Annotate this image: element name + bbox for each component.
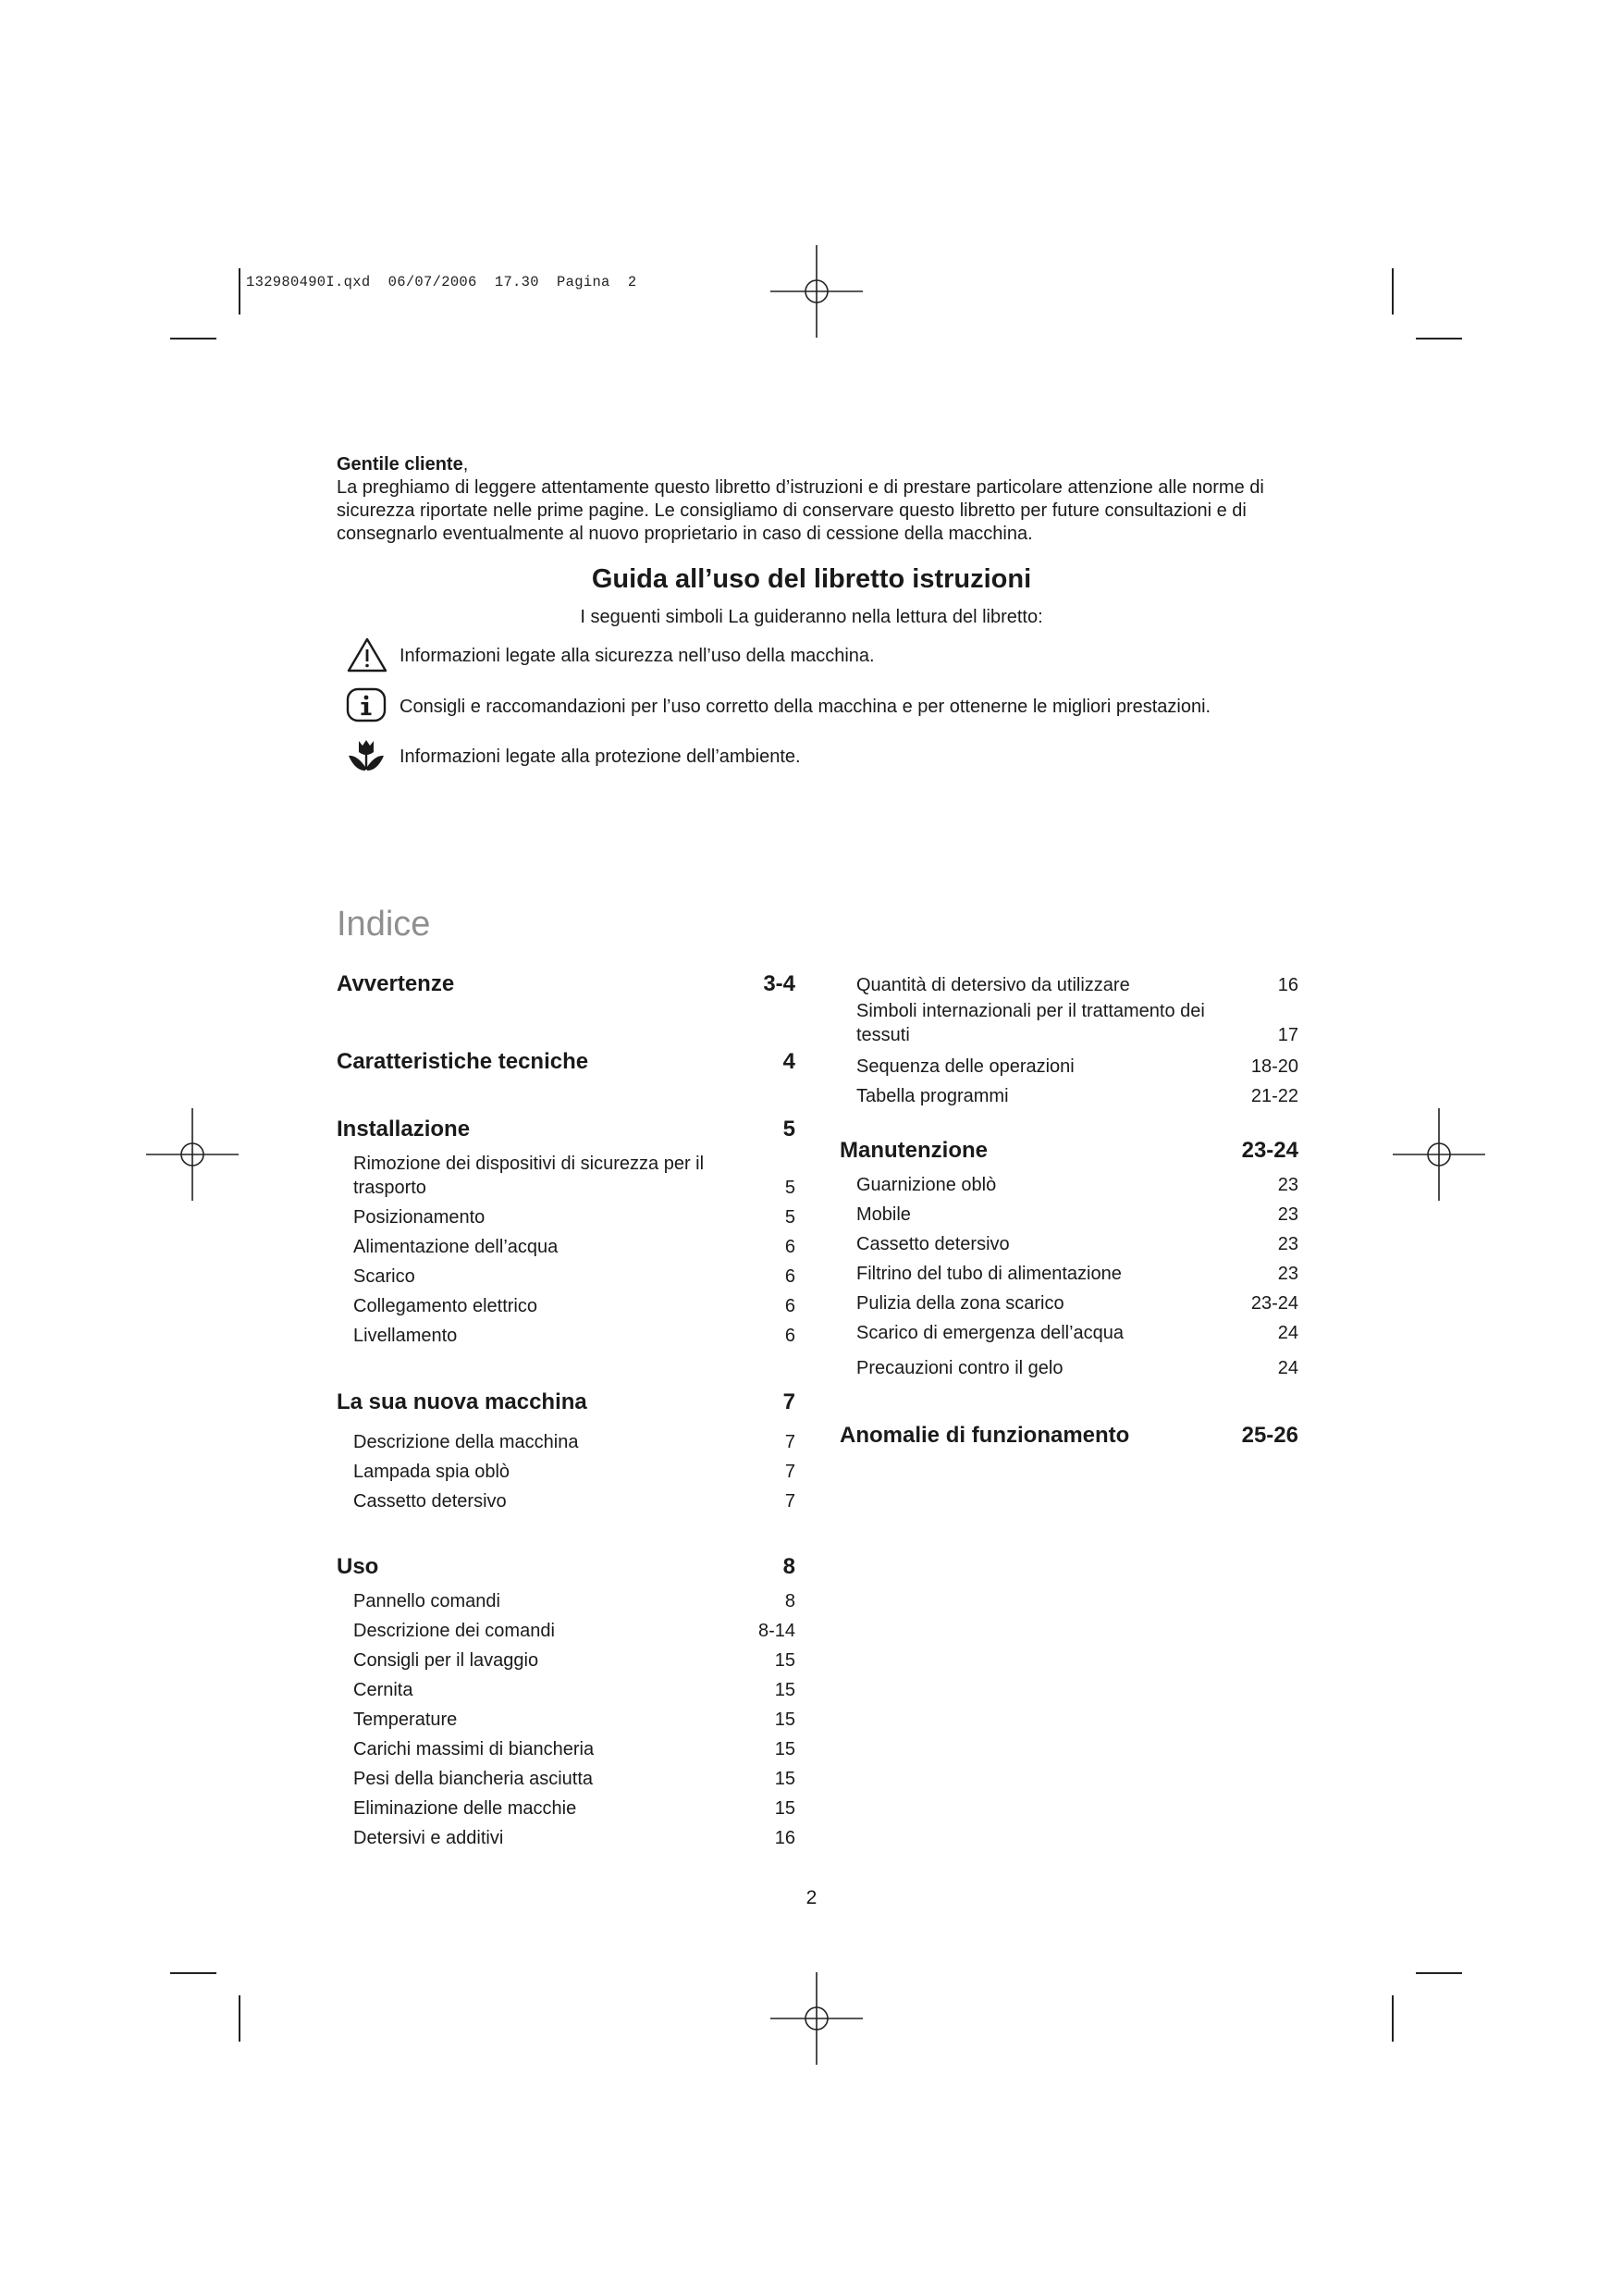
index-page: 15 bbox=[774, 1710, 795, 1730]
index-label: Mobile bbox=[856, 1204, 911, 1225]
index-label: Consigli per il lavaggio bbox=[353, 1650, 539, 1671]
index-page: 3-4 bbox=[763, 971, 795, 996]
index-label: Tabella programmi bbox=[856, 1086, 1009, 1106]
index-page: 16 bbox=[1277, 975, 1298, 995]
index-page: 8-14 bbox=[757, 1621, 795, 1641]
index-label: Pannello comandi bbox=[353, 1591, 500, 1611]
crop-mark bbox=[1392, 268, 1394, 315]
index-label: Quantità di detersivo da utilizzare bbox=[856, 975, 1130, 995]
index-label: Uso bbox=[337, 1554, 379, 1579]
index-label: Lampada spia oblò bbox=[353, 1462, 510, 1482]
page-number: 2 bbox=[805, 1887, 818, 1908]
index-label: Filtrino del tubo di alimentazione bbox=[856, 1264, 1122, 1284]
index-page: 23-24 bbox=[1250, 1293, 1298, 1314]
registration-mark-icon bbox=[770, 245, 863, 338]
index-label: Temperature bbox=[353, 1710, 458, 1730]
index-page: 15 bbox=[774, 1798, 795, 1819]
registration-mark-icon bbox=[1393, 1108, 1485, 1201]
index-title: Indice bbox=[337, 905, 431, 944]
index-page: 6 bbox=[784, 1326, 795, 1346]
symbol-row-safety bbox=[346, 636, 1363, 673]
printer-slug: 132980490I.qxd 06/07/2006 17.30 Pagina 2 bbox=[246, 274, 637, 290]
index-page: 5 bbox=[782, 1117, 795, 1142]
index-label: Posizionamento bbox=[353, 1207, 486, 1228]
greeting: Gentile cliente bbox=[337, 454, 463, 475]
index-label: Cernita bbox=[353, 1680, 413, 1700]
index-label: Manutenzione bbox=[840, 1138, 988, 1163]
index-label: Alimentazione dell’acqua bbox=[353, 1237, 559, 1257]
index-label: Eliminazione delle macchie bbox=[353, 1798, 577, 1819]
index-label: Livellamento bbox=[353, 1326, 458, 1346]
index-label: Collegamento elettrico bbox=[353, 1296, 537, 1316]
index-page: 23 bbox=[1277, 1234, 1298, 1254]
index-page: 24 bbox=[1277, 1358, 1298, 1378]
index-label: Caratteristiche tecniche bbox=[337, 1049, 589, 1074]
intro-block bbox=[337, 453, 1317, 546]
registration-mark-icon bbox=[146, 1108, 239, 1201]
index-label: Pesi della biancheria asciutta bbox=[353, 1769, 594, 1789]
crop-mark bbox=[239, 1995, 240, 2042]
index-page: 7 bbox=[784, 1432, 795, 1452]
crop-mark bbox=[1416, 338, 1462, 339]
intro-paragraph: La preghiamo di leggere attentamente questo libretto d’istruzioni e di prestare particolare attenzione alle norme di sicurezza riportate nelle prime pagine. Le consigliamo di conservare questo libretto per future consultazioni e di consegnarlo eventualmente al nuovo proprietario in caso di cessione della macchina. bbox=[337, 477, 1264, 544]
index-page: 5 bbox=[784, 1178, 795, 1198]
index-page: 21-22 bbox=[1250, 1086, 1298, 1106]
index-label: Installazione bbox=[337, 1117, 471, 1142]
symbol-text: Consigli e raccomandazioni per l’uso corretto della macchina e per ottenerne le migliori prestazioni. bbox=[400, 697, 1211, 717]
index-page: 24 bbox=[1277, 1323, 1298, 1343]
index-label: Sequenza delle operazioni bbox=[856, 1056, 1075, 1077]
index-page: 18-20 bbox=[1250, 1056, 1298, 1077]
crop-mark bbox=[1392, 1995, 1394, 2042]
info-icon bbox=[346, 687, 388, 724]
index-page: 17 bbox=[1277, 1025, 1298, 1045]
index-page: 6 bbox=[784, 1237, 795, 1257]
index-page: 15 bbox=[774, 1769, 795, 1789]
warning-triangle-icon bbox=[346, 636, 388, 673]
symbol-row-info bbox=[346, 687, 1363, 724]
index-page: 15 bbox=[774, 1680, 795, 1700]
index-label: Anomalie di funzionamento bbox=[840, 1423, 1130, 1448]
index-page: 23 bbox=[1277, 1175, 1298, 1195]
index-label: Simboli internazionali per il trattamento dei tessuti bbox=[856, 1001, 1205, 1045]
index-label: Scarico di emergenza dell’acqua bbox=[856, 1323, 1125, 1343]
index-label: Cassetto detersivo bbox=[856, 1234, 1010, 1254]
index-page: 7 bbox=[784, 1491, 795, 1512]
crop-mark bbox=[1416, 1972, 1462, 1974]
greeting-punct: , bbox=[462, 454, 469, 475]
registration-mark-icon bbox=[770, 1972, 863, 2065]
index-page: 25-26 bbox=[1241, 1423, 1298, 1448]
guide-title: Guida all’uso del libretto istruzioni bbox=[591, 564, 1032, 594]
index-page: 6 bbox=[784, 1266, 795, 1287]
index-page: 8 bbox=[782, 1554, 795, 1579]
index-label: Descrizione della macchina bbox=[353, 1432, 579, 1452]
index-page: 8 bbox=[784, 1591, 795, 1611]
index-label: Cassetto detersivo bbox=[353, 1491, 507, 1512]
index-page: 15 bbox=[774, 1739, 795, 1759]
index-page: 6 bbox=[784, 1296, 795, 1316]
guide-subtitle: I seguenti simboli La guideranno nella lettura del libretto: bbox=[580, 607, 1043, 627]
index-label: Detersivi e additivi bbox=[353, 1828, 504, 1848]
index-label: Avvertenze bbox=[337, 971, 455, 996]
index-label: La sua nuova macchina bbox=[337, 1389, 587, 1414]
index-page: 7 bbox=[782, 1389, 795, 1414]
index-page: 4 bbox=[782, 1049, 795, 1074]
index-label: Pulizia della zona scarico bbox=[856, 1293, 1064, 1314]
index-page: 23 bbox=[1277, 1264, 1298, 1284]
crop-mark bbox=[170, 1972, 216, 1974]
index-page: 23 bbox=[1277, 1204, 1298, 1225]
index-label: Guarnizione oblò bbox=[856, 1175, 997, 1195]
index-page: 7 bbox=[784, 1462, 795, 1482]
index-label: Rimozione dei dispositivi di sicurezza per il trasporto bbox=[353, 1154, 705, 1198]
index-label: Carichi massimi di biancheria bbox=[353, 1739, 595, 1759]
symbol-text: Informazioni legate alla protezione dell’ambiente. bbox=[400, 747, 801, 767]
symbol-text: Informazioni legate alla sicurezza nell’uso della macchina. bbox=[400, 646, 875, 666]
crop-mark bbox=[170, 338, 216, 339]
crop-mark bbox=[239, 268, 240, 315]
symbol-row-environment bbox=[346, 737, 1363, 774]
index-page: 5 bbox=[784, 1207, 795, 1228]
index-label: Precauzioni contro il gelo bbox=[856, 1358, 1064, 1378]
index-page: 15 bbox=[774, 1650, 795, 1671]
index-label: Scarico bbox=[353, 1266, 415, 1287]
index-page: 16 bbox=[774, 1828, 795, 1848]
environment-flower-icon bbox=[346, 737, 388, 774]
index-label: Descrizione dei comandi bbox=[353, 1621, 555, 1641]
index-page: 23-24 bbox=[1241, 1138, 1298, 1163]
